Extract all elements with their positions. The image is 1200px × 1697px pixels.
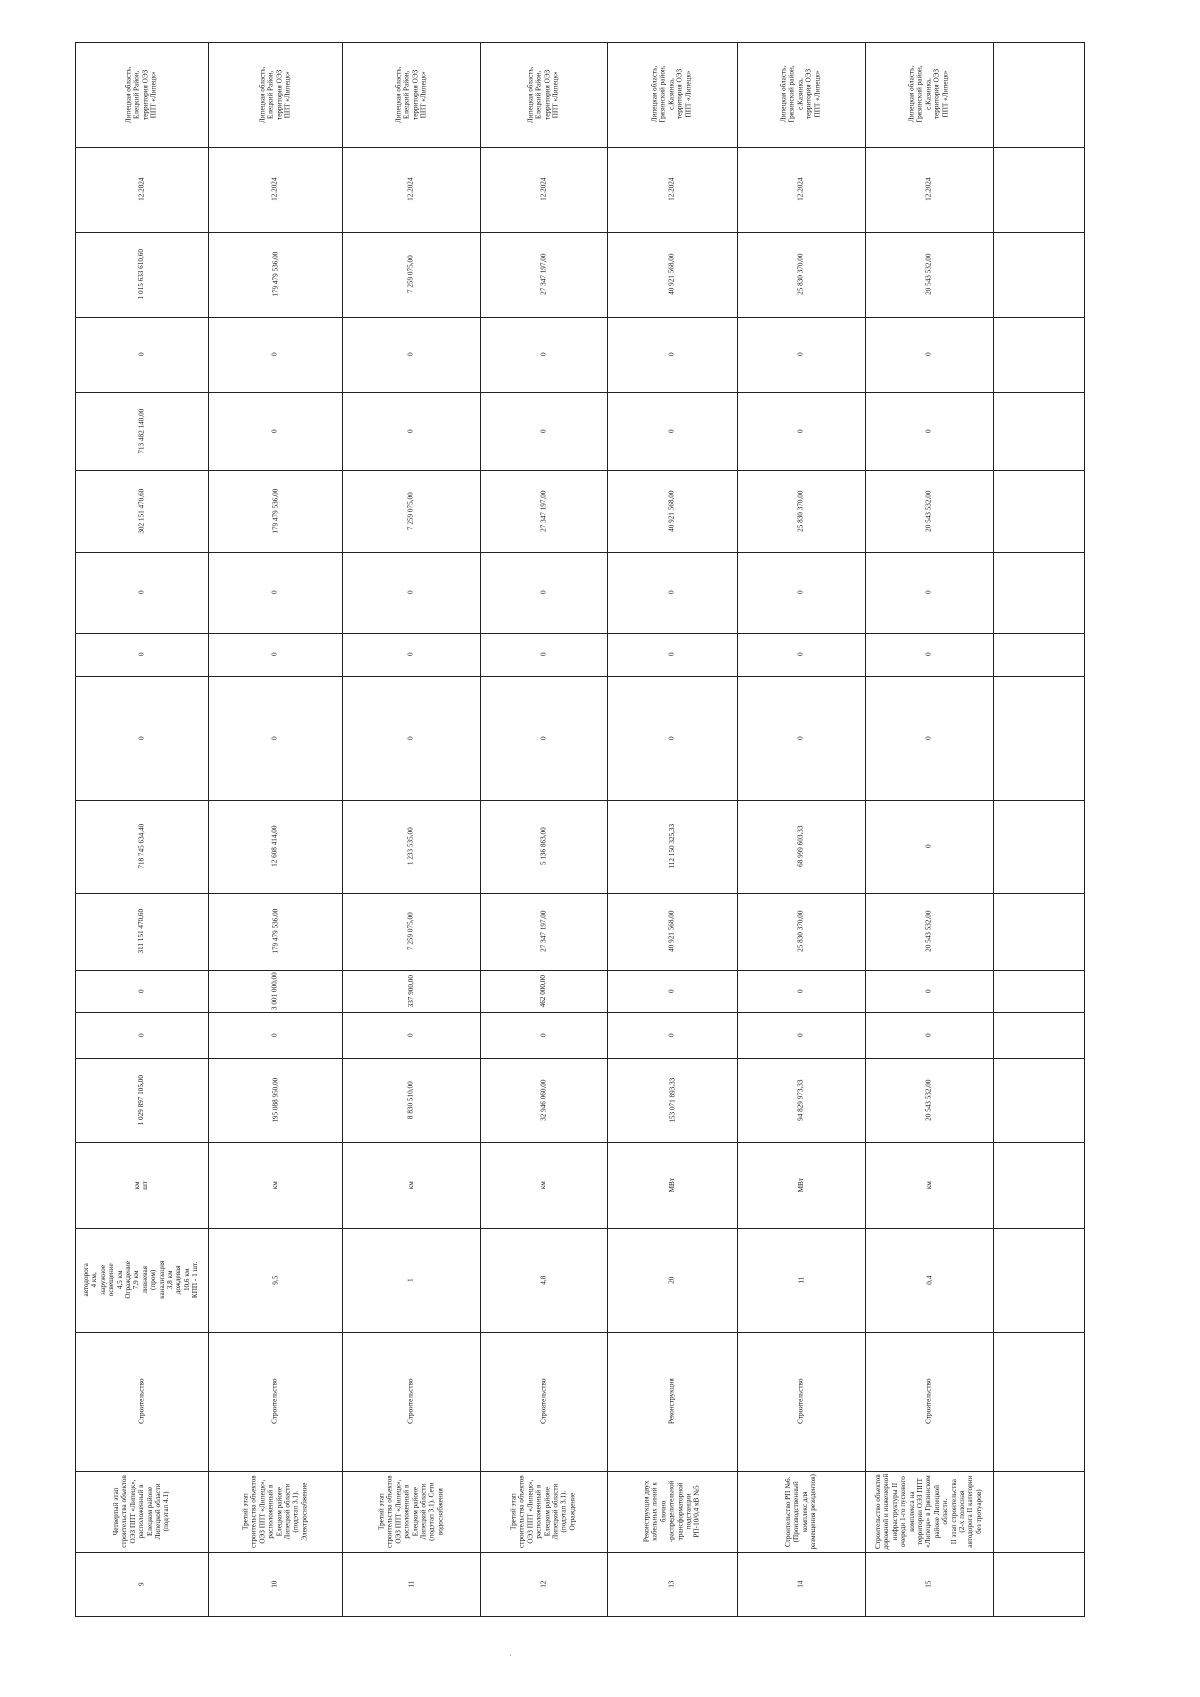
value-cell <box>342 633 480 676</box>
cell-text: 462 000,00 <box>539 974 548 1008</box>
capacity-cell <box>208 1228 342 1332</box>
value-cell <box>75 893 208 970</box>
value-cell <box>342 800 480 893</box>
cell-text: 0 <box>137 1033 146 1037</box>
cell-text: Липецкая область, Грязинский район, с.Казинка, территория ОЭЗ ППТ «Липецк» <box>650 65 693 124</box>
cell-text: Четвертый этап строительства объектов ОЭЗ ППТ «Липецк», расположенный в Елецком районе Липецкой области (подэтап 4.1) <box>112 1475 171 1548</box>
cell-text: 0 <box>270 429 279 433</box>
cell-text: Липецкая область, Грязинский район, с.Казинка, территория ОЭЗ ППТ «Липецк» <box>779 65 822 124</box>
cell-text: 40 921 568,00 <box>667 490 676 532</box>
value-cell <box>208 1058 342 1142</box>
cell-text: км шт <box>133 1180 150 1190</box>
work-type-cell <box>737 1332 865 1471</box>
object-name-cell <box>607 1471 737 1552</box>
cell-text: Третий этап строительства объектов ОЭЗ ППТ «Липецк», расположенный в Елецком районе Липецкой области (подэтап 3.1). Сети водоснабжения <box>377 1475 445 1548</box>
deadline-cell <box>480 147 607 232</box>
cell-text: км <box>406 1180 415 1190</box>
value-cell <box>737 392 865 470</box>
cell-text: 0 <box>796 590 805 595</box>
location-cell <box>607 42 737 147</box>
value-cell <box>480 970 607 1012</box>
value-cell <box>607 1058 737 1142</box>
cell-text: 0 <box>406 429 415 433</box>
cell-text: 0 <box>270 352 279 357</box>
cell-text: Третий этап строительства объектов ОЭЗ ППТ «Липецк», расположенный в Елецком районе Липецкой области (подэтап 3.1). Электроснабжение <box>241 1475 309 1548</box>
location-cell <box>737 42 865 147</box>
object-name-cell <box>208 1471 342 1552</box>
location-cell <box>208 42 342 147</box>
value-cell <box>607 470 737 552</box>
cell-text: 7 259 075,00 <box>406 912 415 951</box>
deadline-cell <box>342 147 480 232</box>
cell-text: 20 543 532,00 <box>924 1079 933 1121</box>
cell-text: Липецкая область, Елецкий Район, территория ОЭЗ ППТ «Липецк» <box>394 66 428 123</box>
work-type-cell <box>342 1332 480 1471</box>
cell-text: 0 <box>796 736 805 740</box>
cell-text: 337 900,00 <box>406 974 415 1008</box>
value-cell <box>865 1058 993 1142</box>
cell-text: 0 <box>924 736 933 740</box>
value-cell <box>607 893 737 970</box>
cell-text: 13 <box>667 1580 676 1589</box>
cell-text: 12 <box>539 1580 548 1589</box>
work-type-cell <box>607 1332 737 1471</box>
value-cell <box>480 1012 607 1058</box>
cell-text: 0 <box>539 590 548 595</box>
cell-text: 9 <box>137 1582 146 1587</box>
cell-text: Липецкая область, Елецкий Район, территория ОЭЗ ППТ «Липецк» <box>124 66 158 123</box>
unit-cell <box>208 1142 342 1228</box>
cell-text: 94 829 973,33 <box>796 1079 805 1121</box>
value-cell <box>342 1058 480 1142</box>
cell-text: 0 <box>667 429 676 433</box>
value-cell <box>208 893 342 970</box>
cell-text: 0 <box>539 429 548 433</box>
cell-text: Реконструкция двух кабельных линий к блочно -распределительной трансформаторной подстанции РП-10/0,4 кВ №5 <box>642 1480 702 1543</box>
work-type-cell <box>480 1332 607 1471</box>
cell-text: 0 <box>667 590 676 595</box>
capacity-cell <box>480 1228 607 1332</box>
cell-text: 0 <box>796 1033 805 1037</box>
cell-text: 12.2024 <box>924 177 933 202</box>
cell-text: 20 <box>667 1276 676 1284</box>
cell-text: 0 <box>924 652 933 657</box>
cell-text: 0 <box>667 989 676 993</box>
value-cell <box>208 800 342 893</box>
row-number-cell <box>607 1552 737 1617</box>
cell-text: 0 <box>667 652 676 657</box>
scan-speck <box>510 1655 511 1656</box>
cell-text: 3 001 000,00 <box>270 972 279 1010</box>
cell-text: 25 830 370,00 <box>796 490 805 532</box>
cell-text: Строительство <box>539 1378 548 1425</box>
value-cell <box>342 970 480 1012</box>
value-cell <box>480 552 607 633</box>
cell-text: 0 <box>406 590 415 595</box>
cell-text: 25 830 370,00 <box>796 253 805 296</box>
cell-text: Липецкая область, Елецкий Район, территория ОЭЗ ППТ «Липецк» <box>526 66 560 123</box>
cell-text: 153 071 893,33 <box>667 1077 676 1123</box>
cell-text: 0 <box>924 590 933 595</box>
capacity-cell <box>342 1228 480 1332</box>
cell-text: автодорога 4 км, наружное освещение 4,5 км Ограждение 7,9 км ливневая (пром) канализация 3,8 км дождевая 10,6 км КПП - 1 шт. <box>82 1260 200 1300</box>
cell-text: 0 <box>137 352 146 357</box>
cell-text: 7 259 075,00 <box>406 255 415 294</box>
work-type-cell <box>208 1332 342 1471</box>
cell-text: 0 <box>796 652 805 657</box>
cell-text: 0 <box>667 352 676 357</box>
value-cell <box>607 970 737 1012</box>
cell-text: 0 <box>796 429 805 433</box>
cell-text: Реконструкция <box>667 1378 676 1425</box>
value-cell <box>480 470 607 552</box>
cell-text: 12.2024 <box>539 177 548 202</box>
value-cell <box>75 970 208 1012</box>
cell-text: 179 479 536,00 <box>270 488 279 534</box>
cell-text: Строительство объектов дорожной и инженерной инфраструктуры II очереди 1-го пускового комплекса на территории ОЭЗ ППТ «Липецк» в Грязинском районе Липецкой области. II этап строительства (2-х полосная автодорога II категории без тротуаров) <box>874 1473 984 1550</box>
value-cell <box>865 633 993 676</box>
value-cell <box>865 317 993 392</box>
value-cell <box>342 552 480 633</box>
cell-text: 12.2024 <box>406 177 415 202</box>
cell-text: 10 <box>270 1580 279 1589</box>
value-cell <box>480 633 607 676</box>
cell-text: 12.2024 <box>796 177 805 202</box>
value-cell <box>607 676 737 800</box>
value-cell <box>342 317 480 392</box>
cell-text: км <box>539 1180 548 1190</box>
value-cell <box>737 1012 865 1058</box>
cell-text: 20 543 532,00 <box>924 490 933 532</box>
location-cell <box>342 42 480 147</box>
value-cell <box>737 800 865 893</box>
cell-text: 1 <box>406 1278 415 1282</box>
deadline-cell <box>208 147 342 232</box>
cell-text: 0 <box>924 352 933 357</box>
cell-text: МВт <box>667 1177 676 1193</box>
cell-text: 1 015 633 610,60 <box>137 249 146 300</box>
cell-text: 32 946 060,00 <box>539 1079 548 1121</box>
cell-text: Липецкая область, Елецкий Район, территория ОЭЗ ППТ «Липецк» <box>258 66 292 123</box>
work-type-cell <box>865 1332 993 1471</box>
work-type-cell <box>75 1332 208 1471</box>
row-number-cell <box>865 1552 993 1617</box>
unit-cell <box>737 1142 865 1228</box>
value-cell <box>75 392 208 470</box>
value-cell <box>865 470 993 552</box>
cell-text: Третий этап строительства объектов ОЭЗ ППТ «Липецк», расположенный в Елецком районе Липецкой области (подэтап 3.1). Ограждение <box>509 1475 577 1548</box>
cell-text: 5 136 863,00 <box>539 827 548 866</box>
cell-text: 0,4 <box>924 1275 933 1285</box>
cell-text: 20 543 532,00 <box>924 253 933 296</box>
value-cell <box>737 633 865 676</box>
cell-text: 11 <box>796 1276 805 1284</box>
cell-text: 40 921 568,00 <box>667 910 676 953</box>
cell-text: 14 <box>796 1580 805 1589</box>
cell-text: 68 999 603,33 <box>796 825 805 868</box>
row-number-cell <box>480 1552 607 1617</box>
value-cell <box>607 1012 737 1058</box>
value-cell <box>737 1058 865 1142</box>
value-cell <box>342 893 480 970</box>
cell-text: Строительство <box>270 1378 279 1425</box>
deadline-cell <box>607 147 737 232</box>
cell-text: 20 543 532,00 <box>924 910 933 953</box>
cell-text: 15 <box>924 1580 933 1589</box>
cell-text: 0 <box>539 736 548 740</box>
value-cell <box>480 317 607 392</box>
cell-text: 0 <box>406 352 415 357</box>
cell-text: 27 347 197,00 <box>539 910 548 953</box>
total-value-cell <box>208 232 342 317</box>
value-cell <box>208 392 342 470</box>
value-cell <box>737 676 865 800</box>
value-cell <box>607 552 737 633</box>
value-cell <box>208 317 342 392</box>
total-value-cell <box>607 232 737 317</box>
value-cell <box>480 676 607 800</box>
value-cell <box>75 470 208 552</box>
object-name-cell <box>865 1471 993 1552</box>
unit-cell <box>480 1142 607 1228</box>
total-value-cell <box>480 232 607 317</box>
cell-text: 0 <box>924 429 933 433</box>
cell-text: 0 <box>924 844 933 849</box>
value-cell <box>342 470 480 552</box>
value-cell <box>75 633 208 676</box>
cell-text: 179 479 536,00 <box>270 252 279 297</box>
cell-text: 0 <box>796 352 805 357</box>
value-cell <box>75 676 208 800</box>
deadline-cell <box>865 147 993 232</box>
value-cell <box>607 800 737 893</box>
cell-text: 0 <box>406 736 415 740</box>
cell-text: км <box>924 1180 933 1190</box>
deadline-cell <box>75 147 208 232</box>
cell-text: 0 <box>924 989 933 993</box>
cell-text: 9,5 <box>270 1275 279 1285</box>
object-name-cell <box>480 1471 607 1552</box>
capacity-cell <box>737 1228 865 1332</box>
cell-text: км <box>270 1180 279 1190</box>
total-value-cell <box>865 232 993 317</box>
cell-text: 0 <box>270 590 279 595</box>
value-cell <box>865 676 993 800</box>
value-cell <box>607 317 737 392</box>
cell-text: Строительство <box>137 1378 146 1425</box>
cell-text: Строительство <box>796 1378 805 1425</box>
capacity-cell <box>607 1228 737 1332</box>
value-cell <box>208 552 342 633</box>
capacity-cell <box>865 1228 993 1332</box>
cell-text: 0 <box>137 652 146 657</box>
cell-text: 11 <box>406 1581 415 1588</box>
cell-text: 0 <box>137 590 146 595</box>
value-cell <box>208 633 342 676</box>
cell-text: 25 830 370,00 <box>796 910 805 953</box>
cell-text: 8 830 510,00 <box>406 1081 415 1119</box>
row-number-cell <box>208 1552 342 1617</box>
cell-text: 0 <box>137 736 146 740</box>
unit-cell <box>75 1142 208 1228</box>
cell-text: 0 <box>796 989 805 993</box>
total-value-cell <box>342 232 480 317</box>
value-cell <box>607 633 737 676</box>
cell-text: 40 921 568,00 <box>667 253 676 296</box>
object-name-cell <box>75 1471 208 1552</box>
cell-text: 713 482 140,00 <box>137 408 146 454</box>
value-cell <box>737 317 865 392</box>
total-value-cell <box>75 232 208 317</box>
cell-text: 1 029 897 105,00 <box>137 1074 146 1126</box>
value-cell <box>75 317 208 392</box>
value-cell <box>737 552 865 633</box>
value-cell <box>208 470 342 552</box>
cell-text: 12.2024 <box>270 177 279 202</box>
value-cell <box>75 552 208 633</box>
value-cell <box>480 392 607 470</box>
value-cell <box>480 800 607 893</box>
deadline-cell <box>737 147 865 232</box>
value-cell <box>480 1058 607 1142</box>
location-cell <box>480 42 607 147</box>
value-cell <box>865 893 993 970</box>
cell-text: 0 <box>137 989 146 993</box>
cell-text: 12.2024 <box>137 177 146 202</box>
cell-text: Строительство РП №6. (Производственный комплекс для размещения резидентов) <box>784 1473 818 1550</box>
cell-text: 302 151 470,60 <box>137 488 146 534</box>
value-cell <box>737 470 865 552</box>
value-cell <box>75 800 208 893</box>
cell-text: 27 347 197,00 <box>539 490 548 532</box>
cell-text: 0 <box>270 736 279 740</box>
value-cell <box>737 970 865 1012</box>
value-cell <box>737 893 865 970</box>
cell-text: 0 <box>406 652 415 657</box>
cell-text: 195 088 950,00 <box>270 1077 279 1123</box>
object-name-cell <box>342 1471 480 1552</box>
value-cell <box>865 392 993 470</box>
value-cell <box>865 970 993 1012</box>
value-cell <box>607 392 737 470</box>
cell-text: МВт <box>796 1177 805 1193</box>
row-number-cell <box>342 1552 480 1617</box>
cell-text: 1 233 535,00 <box>406 827 415 866</box>
cell-text: 7 259 075,00 <box>406 492 415 530</box>
cell-text: 718 745 634,40 <box>137 824 146 869</box>
cell-text: 0 <box>539 652 548 657</box>
value-cell <box>208 1012 342 1058</box>
value-cell <box>342 392 480 470</box>
cell-text: 0 <box>539 1033 548 1037</box>
row-number-cell <box>75 1552 208 1617</box>
column-border <box>993 42 994 1617</box>
cell-text: 311 151 470,60 <box>137 909 146 954</box>
location-cell <box>865 42 993 147</box>
value-cell <box>75 1012 208 1058</box>
cell-text: 112 150 325,33 <box>667 824 676 869</box>
cell-text: 0 <box>270 1033 279 1037</box>
value-cell <box>865 1012 993 1058</box>
unit-cell <box>607 1142 737 1228</box>
cell-text: 0 <box>406 1033 415 1037</box>
cell-text: 179 479 536,00 <box>270 909 279 954</box>
cell-text: 0 <box>667 1033 676 1037</box>
unit-cell <box>865 1142 993 1228</box>
cell-text: 4,8 <box>539 1275 548 1285</box>
cell-text: 12 608 414,00 <box>270 825 279 868</box>
cell-text: Липецкая область, Грязинский район, с.Казинка, территория ОЭЗ ППТ «Липецк» <box>907 65 950 124</box>
cell-text: 27 347 197,00 <box>539 253 548 296</box>
value-cell <box>342 1012 480 1058</box>
value-cell <box>75 1058 208 1142</box>
value-cell <box>342 676 480 800</box>
value-cell <box>208 676 342 800</box>
cell-text: Строительство <box>406 1378 415 1425</box>
row-number-cell <box>737 1552 865 1617</box>
cell-text: 0 <box>539 352 548 357</box>
rotated-data-table <box>75 42 1085 1617</box>
value-cell <box>480 893 607 970</box>
value-cell <box>865 552 993 633</box>
cell-text: 0 <box>270 652 279 657</box>
cell-text: Строительство <box>924 1378 933 1425</box>
total-value-cell <box>737 232 865 317</box>
capacity-cell <box>75 1228 208 1332</box>
unit-cell <box>342 1142 480 1228</box>
cell-text: 0 <box>924 1033 933 1037</box>
object-name-cell <box>737 1471 865 1552</box>
column-border <box>1084 42 1085 1617</box>
value-cell <box>865 800 993 893</box>
cell-text: 12.2024 <box>667 177 676 202</box>
cell-text: 0 <box>667 736 676 740</box>
value-cell <box>208 970 342 1012</box>
location-cell <box>75 42 208 147</box>
